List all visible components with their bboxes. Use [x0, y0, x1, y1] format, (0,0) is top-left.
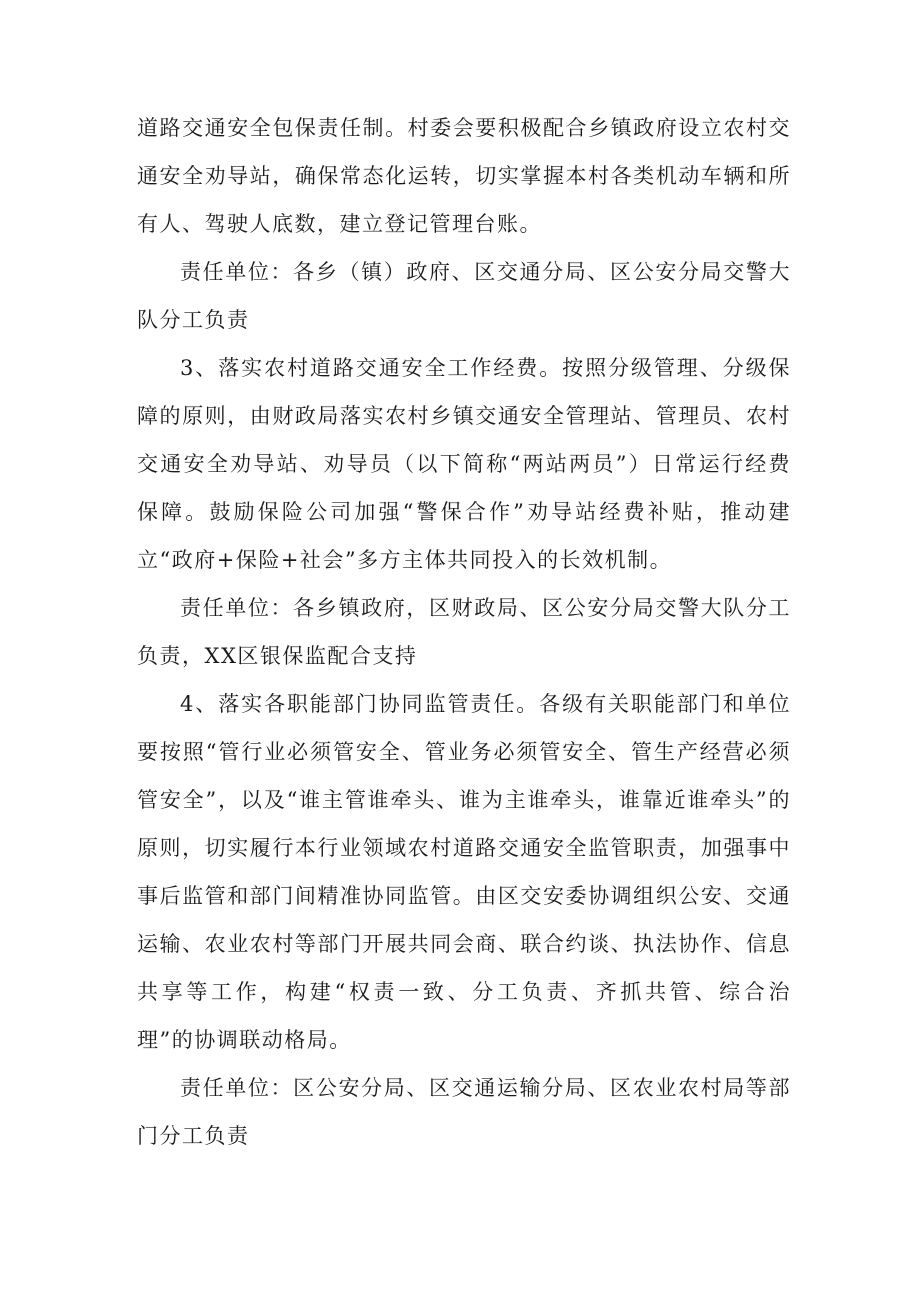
paragraph-responsibility-units-2: 责任单位：各乡镇政府，区财政局、区公安分局交警大队分工负责，XX区银保监配合支持 — [137, 596, 791, 668]
paragraph-responsibility-units-3: 责任单位：区公安分局、区交通运输分局、区农业农村局等部门分工负责 — [137, 1076, 791, 1148]
paragraph-item-3-funding: 3、落实农村道路交通安全工作经费。按照分级管理、分级保障的原则，由财政局落实农村乡镇交通安全管理站、管理员、农村交通安全劝导站、劝导员（以下简称“两站两员”）日常运行经费保障。鼓励保险公司加强“警保合作”劝导站经费补贴，推动建立“政府+保险+社会”多方主体共同投入的长效机制。 — [137, 356, 791, 572]
paragraph-responsibility-units-1: 责任单位：各乡（镇）政府、区交通分局、区公安分局交警大队分工负责 — [137, 260, 791, 332]
document-body — [137, 104, 791, 1160]
paragraph-continuation: 道路交通安全包保责任制。村委会要积极配合乡镇政府设立农村交通安全劝导站，确保常态化运转，切实掌握本村各类机动车辆和所有人、驾驶人底数，建立登记管理台账。 — [137, 116, 791, 236]
paragraph-item-4-coordination: 4、落实各职能部门协同监管责任。各级有关职能部门和单位要按照“管行业必须管安全、管业务必须管安全、管生产经营必须管安全”，以及“谁主管谁牵头、谁为主谁牵头，谁靠近谁牵头”的原则，切实履行本行业领域农村道路交通安全监管职责，加强事中事后监管和部门间精准协同监管。由区交安委协调组织公安、交通运输、农业农村等部门开展共同会商、联合约谈、执法协作、信息共享等工作，构建“权责一致、分工负责、齐抓共管、综合治理”的协调联动格局。 — [137, 692, 791, 1052]
